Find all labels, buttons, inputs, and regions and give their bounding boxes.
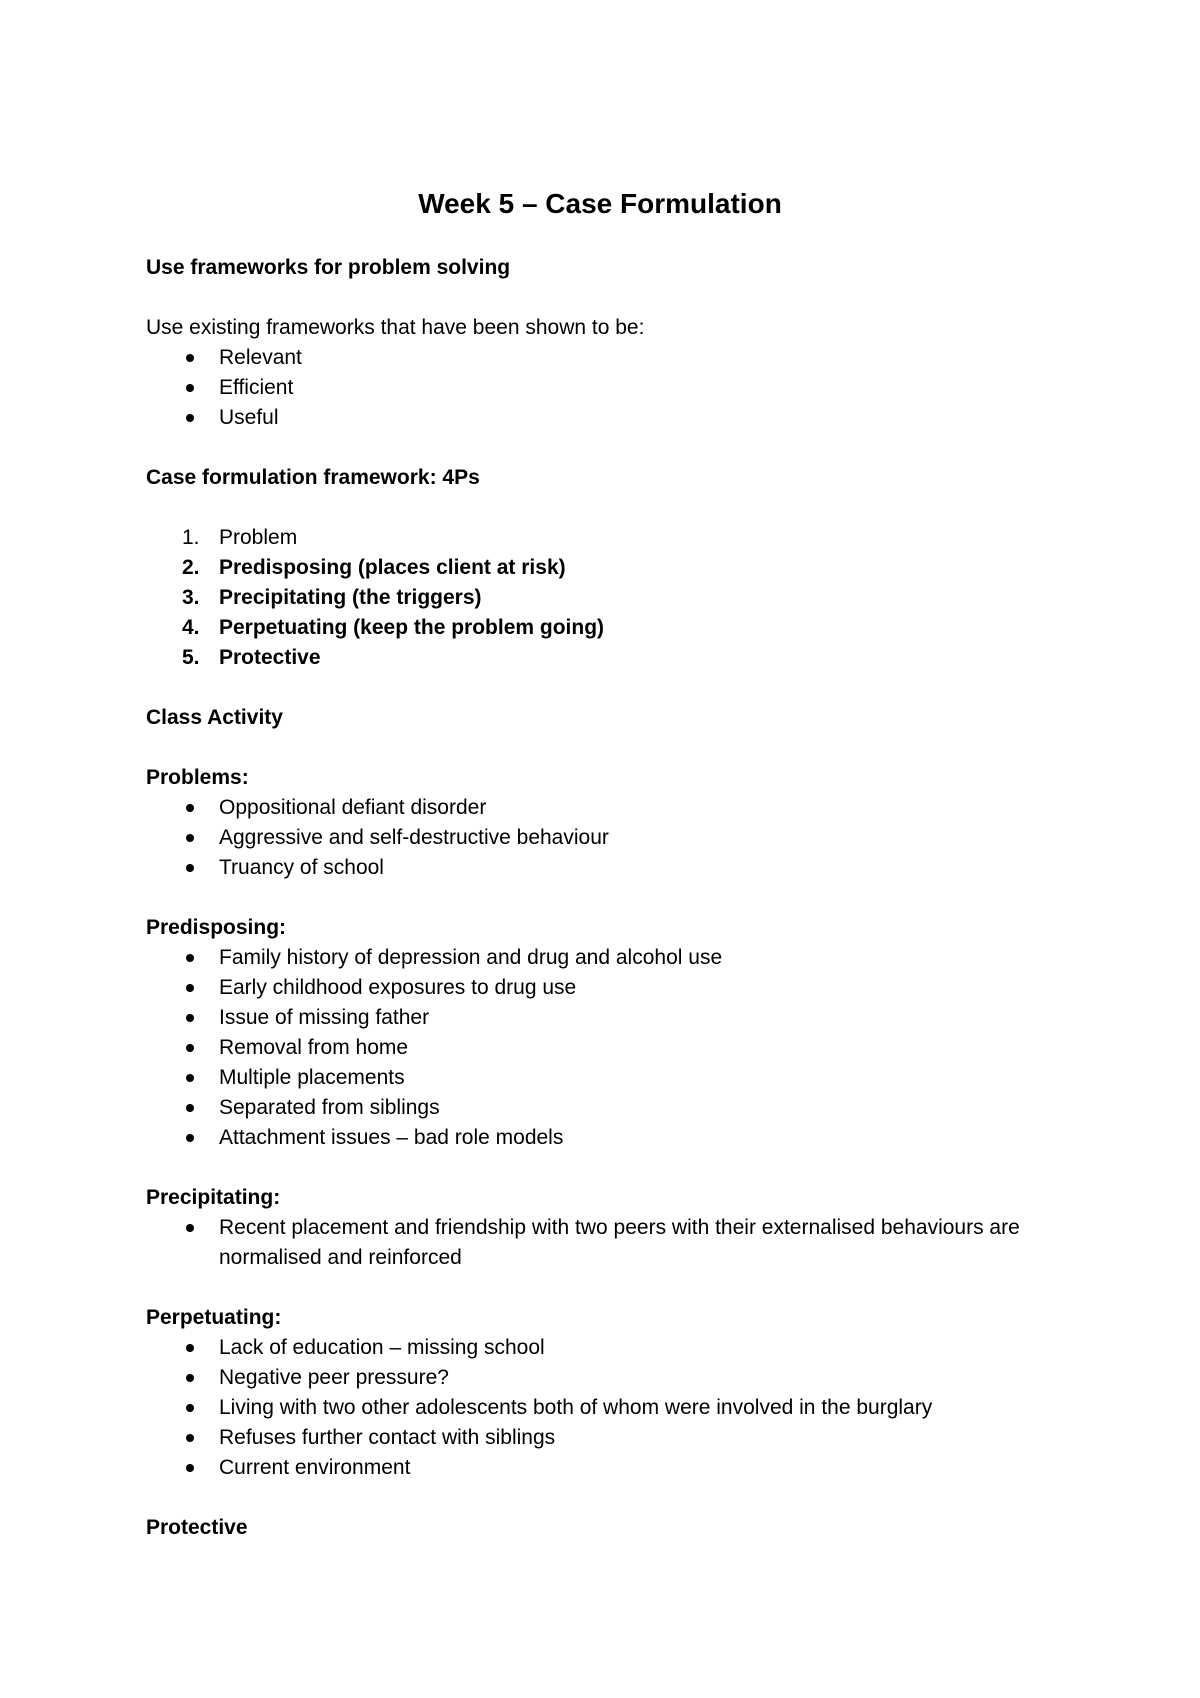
section-heading-protective: Protective (146, 1516, 248, 1539)
section-heading-problems: Problems: (146, 766, 249, 789)
bullet-icon (186, 1344, 194, 1352)
frameworks-intro: Use existing frameworks that have been shown to be: (146, 316, 645, 339)
bullet-icon (186, 384, 194, 392)
bullet-icon (186, 1104, 194, 1112)
bullet-icon (186, 1434, 194, 1442)
bullet-icon (186, 414, 194, 422)
bullet-icon (186, 834, 194, 842)
bullet-icon (186, 1044, 194, 1052)
bullet-icon (186, 1224, 194, 1232)
page-title: Week 5 – Case Formulation (418, 188, 782, 219)
bullet-icon (186, 804, 194, 812)
bullet-icon (186, 1464, 194, 1472)
bullet-icon (186, 1134, 194, 1142)
bullet-icon (186, 1404, 194, 1412)
document-page: Week 5 – Case Formulation Use frameworks for problem solving Use existing frameworks that have been shown to be: Relevant Efficient Useful Case formulation framework: 4Ps 1. Problem 2. Predisposing (places client at risk) 3. Precipitating (the triggers) 4. Perpetuating (keep the problem going) 5. Protective Class Activity Problems: Oppositional defiant disorder Aggressive and self-destructive behaviour Truancy of school Predisposing: Family history of depression and drug and alcohol use Early childhood exposures to drug use Issue of missing father Removal from home Multiple placements Separated from siblings Attachment issues – bad role models Precipitating: Recent placement and friendship with two peers with their externalised behaviours are normalised and reinforced Perpetuating: Lack of education – missing school Negative peer pressure? Living with two other adolescents both of whom were involved in the burglary Refuses further contact with siblings Current environment Protective (0, 0, 1200, 1698)
section-heading-class-activity: Class Activity (146, 706, 283, 729)
section-heading-4ps: Case formulation framework: 4Ps (146, 466, 480, 489)
bullet-icon (186, 354, 194, 362)
bullet-icon (186, 1074, 194, 1082)
bullet-icon (186, 984, 194, 992)
section-heading-precipitating: Precipitating: (146, 1186, 281, 1209)
section-heading-perpetuating: Perpetuating: (146, 1306, 282, 1329)
bullet-icon (186, 1014, 194, 1022)
section-heading-predisposing: Predisposing: (146, 916, 287, 939)
section-heading-frameworks: Use frameworks for problem solving (146, 256, 511, 279)
bullet-icon (186, 864, 194, 872)
bullet-icon (186, 954, 194, 962)
bullet-icon (186, 1374, 194, 1382)
